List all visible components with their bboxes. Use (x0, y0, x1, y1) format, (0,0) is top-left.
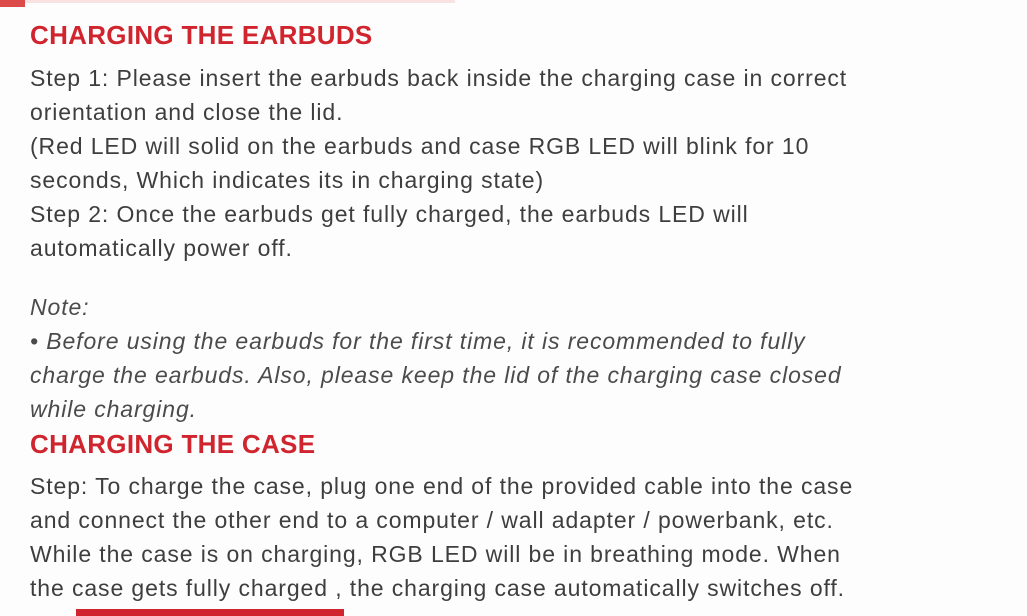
paragraph-line: (Red LED will solid on the earbuds and case RGB LED will blink for 10 (30, 133, 810, 159)
section-title-charging-earbuds: CHARGING THE EARBUDS (30, 20, 373, 50)
paragraph-line: the case gets fully charged , the charging case automatically switches off. (30, 575, 845, 601)
paragraph-line: seconds, Which indicates its in charging state) (30, 167, 545, 193)
paragraph-line: orientation and close the lid. (30, 99, 344, 125)
paragraph-line: While the case is on charging, RGB LED will be in breathing mode. When (30, 541, 841, 567)
paragraph-line: Step 1: Please insert the earbuds back inside the charging case in correct (30, 65, 848, 91)
paragraph-line: and connect the other end to a computer / wall adapter / powerbank, etc. (30, 507, 834, 533)
paragraph-line: Step 2: Once the earbuds get fully charged, the earbuds LED will (30, 201, 749, 227)
note-line: • Before using the earbuds for the first time, it is recommended to fully (30, 328, 806, 354)
case-steps-paragraph (30, 469, 1002, 605)
page-content (30, 22, 1002, 605)
paragraph-line: automatically power off. (30, 235, 293, 261)
note-block (30, 290, 1002, 426)
note-line: while charging. (30, 396, 197, 422)
note-label: Note: (30, 294, 90, 320)
cutoff-red-strip-top (25, 0, 455, 3)
earbuds-steps-paragraph (30, 61, 1002, 265)
cutoff-red-bar-bottom (76, 609, 344, 616)
note-paragraph (30, 324, 1002, 426)
note-line: charge the earbuds. Also, please keep the lid of the charging case closed (30, 362, 842, 388)
cutoff-red-fragment-top-left (0, 0, 25, 7)
paragraph-line: Step: To charge the case, plug one end of the provided cable into the case (30, 473, 854, 499)
section-title-charging-case: CHARGING THE CASE (30, 429, 316, 459)
